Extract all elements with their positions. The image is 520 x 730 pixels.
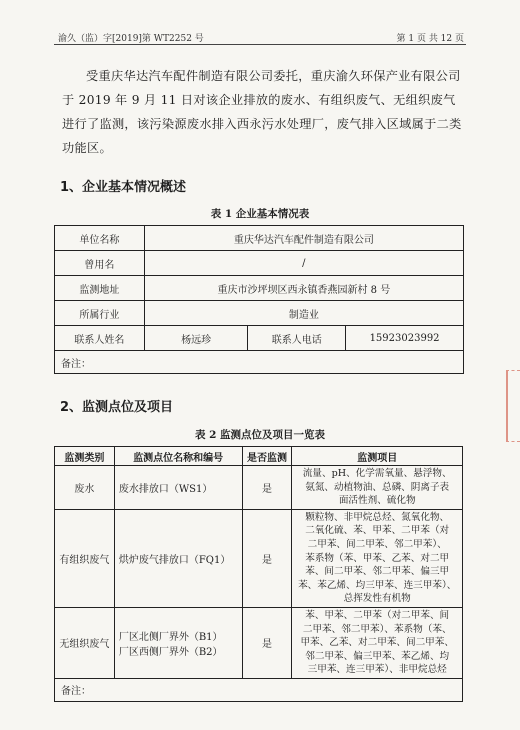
section-2-title: 2、监测点位及项目 <box>60 400 174 415</box>
item-line: 苯系物（苯、甲苯、乙苯、对二甲 <box>305 552 450 564</box>
point-text: 厂区西侧厂界外（B2） <box>118 646 223 658</box>
unit-name-label: 单位名称 <box>55 226 145 251</box>
header-items: 监测项目 <box>292 447 463 466</box>
header-category: 监测类别 <box>55 447 115 466</box>
table-row <box>55 351 464 374</box>
table-row <box>55 509 463 607</box>
header-points: 监测点位名称和编号 <box>114 447 242 466</box>
monitored-cell: 是 <box>242 607 292 678</box>
contact-name-label: 联系人姓名 <box>55 326 145 351</box>
item-line: 总挥发性有机物 <box>343 593 411 605</box>
header-divider <box>54 44 466 45</box>
item-line: 流量、pH、化学需氧量、悬浮物、 <box>302 468 452 479</box>
item-line: 甲苯、乙苯、对二甲苯、间二甲苯、 <box>300 637 454 649</box>
table-1-caption: 表 1 企业基本情况表 <box>210 208 310 220</box>
table-2-caption: 表 2 监测点位及项目一览表 <box>194 429 326 441</box>
item-line: 三甲苯、连三甲苯）、非甲烷总烃 <box>307 664 447 676</box>
contact-phone-value: 15923023992 <box>346 326 464 351</box>
table-row <box>55 607 463 678</box>
category-cell: 废水 <box>55 466 115 510</box>
items-cell <box>292 607 463 678</box>
monitoring-points-table <box>54 446 463 702</box>
former-name-label: 曾用名 <box>55 251 145 276</box>
header-monitored: 是否监测 <box>242 447 292 466</box>
table-row <box>55 326 464 351</box>
item-line: 二氧化硫、苯、甲苯、二甲苯（对 <box>305 525 450 537</box>
point-text: 厂区北侧厂界外（B1） <box>118 631 223 643</box>
table-row <box>55 678 463 701</box>
monitored-cell: 是 <box>242 466 292 510</box>
item-line: 苯、间二甲苯、邻二甲苯、偏三甲 <box>305 566 450 578</box>
item-line: 氨氮、动植物油、总磷、阴离子表 <box>305 481 450 493</box>
former-name-value: / <box>144 251 463 276</box>
industry-label: 所属行业 <box>55 301 145 326</box>
table-1-note: 备注： <box>55 351 464 374</box>
address-label: 监测地址 <box>55 276 145 301</box>
items-cell <box>292 509 463 607</box>
intro-paragraph <box>62 64 466 160</box>
table-row <box>55 466 463 510</box>
table-2-note: 备注： <box>55 678 463 701</box>
seal-stamp-edge <box>506 370 520 442</box>
item-line: 颗粒物、非甲烷总烃、氮氧化物、 <box>305 511 450 523</box>
address-value: 重庆市沙坪坝区西永镇香燕园新村 8 号 <box>144 276 463 301</box>
items-cell <box>292 466 463 510</box>
unit-name-value: 重庆华达汽车配件制造有限公司 <box>144 226 463 251</box>
monitored-cell: 是 <box>242 509 292 607</box>
table-row <box>55 276 464 301</box>
table-header-row <box>55 447 463 466</box>
point-text: 废水排放口（WS1） <box>118 483 213 495</box>
points-cell <box>114 509 242 607</box>
point-text: 烘炉废气排放口（FQ1） <box>118 554 231 566</box>
intro-text: 受重庆华达汽车配件制造有限公司委托，重庆渝久环保产业有限公司于 2019 年 9 月 11 日对该企业排放的废水、有组织废气、无组织废气进行了监测，该污染源废水排入西永污水处理厂，废气排入区域属于二类功能区。 <box>62 69 462 155</box>
table-row <box>55 251 464 276</box>
category-cell: 无组织废气 <box>55 607 115 678</box>
section-1-title: 1、企业基本情况概述 <box>60 180 187 195</box>
item-line: 二甲苯、间二甲苯、邻二甲苯）、 <box>307 538 447 550</box>
item-line: 面活性剂、硫化物 <box>338 495 416 507</box>
report-number: 渝久（监）字[2019]第 WT2252 号 <box>58 34 204 44</box>
item-line: 苯、甲苯、二甲苯（对二甲苯、间 <box>305 609 450 621</box>
table-row <box>55 226 464 251</box>
table-row <box>55 301 464 326</box>
page-header <box>54 30 466 44</box>
item-line: 邻二甲苯、偏三甲苯、苯乙烯、均 <box>305 650 450 662</box>
category-cell: 有组织废气 <box>55 509 115 607</box>
basic-info-table <box>54 225 464 374</box>
industry-value: 制造业 <box>144 301 463 326</box>
contact-phone-label: 联系人电话 <box>248 326 346 351</box>
contact-name-value: 杨远珍 <box>144 326 248 351</box>
points-cell <box>114 607 242 678</box>
item-line: 二甲苯、邻二甲苯）、苯系物（苯、 <box>302 623 452 635</box>
page-number: 第 1 页 共 12 页 <box>396 34 464 44</box>
item-line: 苯、苯乙烯、均三甲苯、连三甲苯）、 <box>298 579 457 591</box>
points-cell <box>114 466 242 510</box>
